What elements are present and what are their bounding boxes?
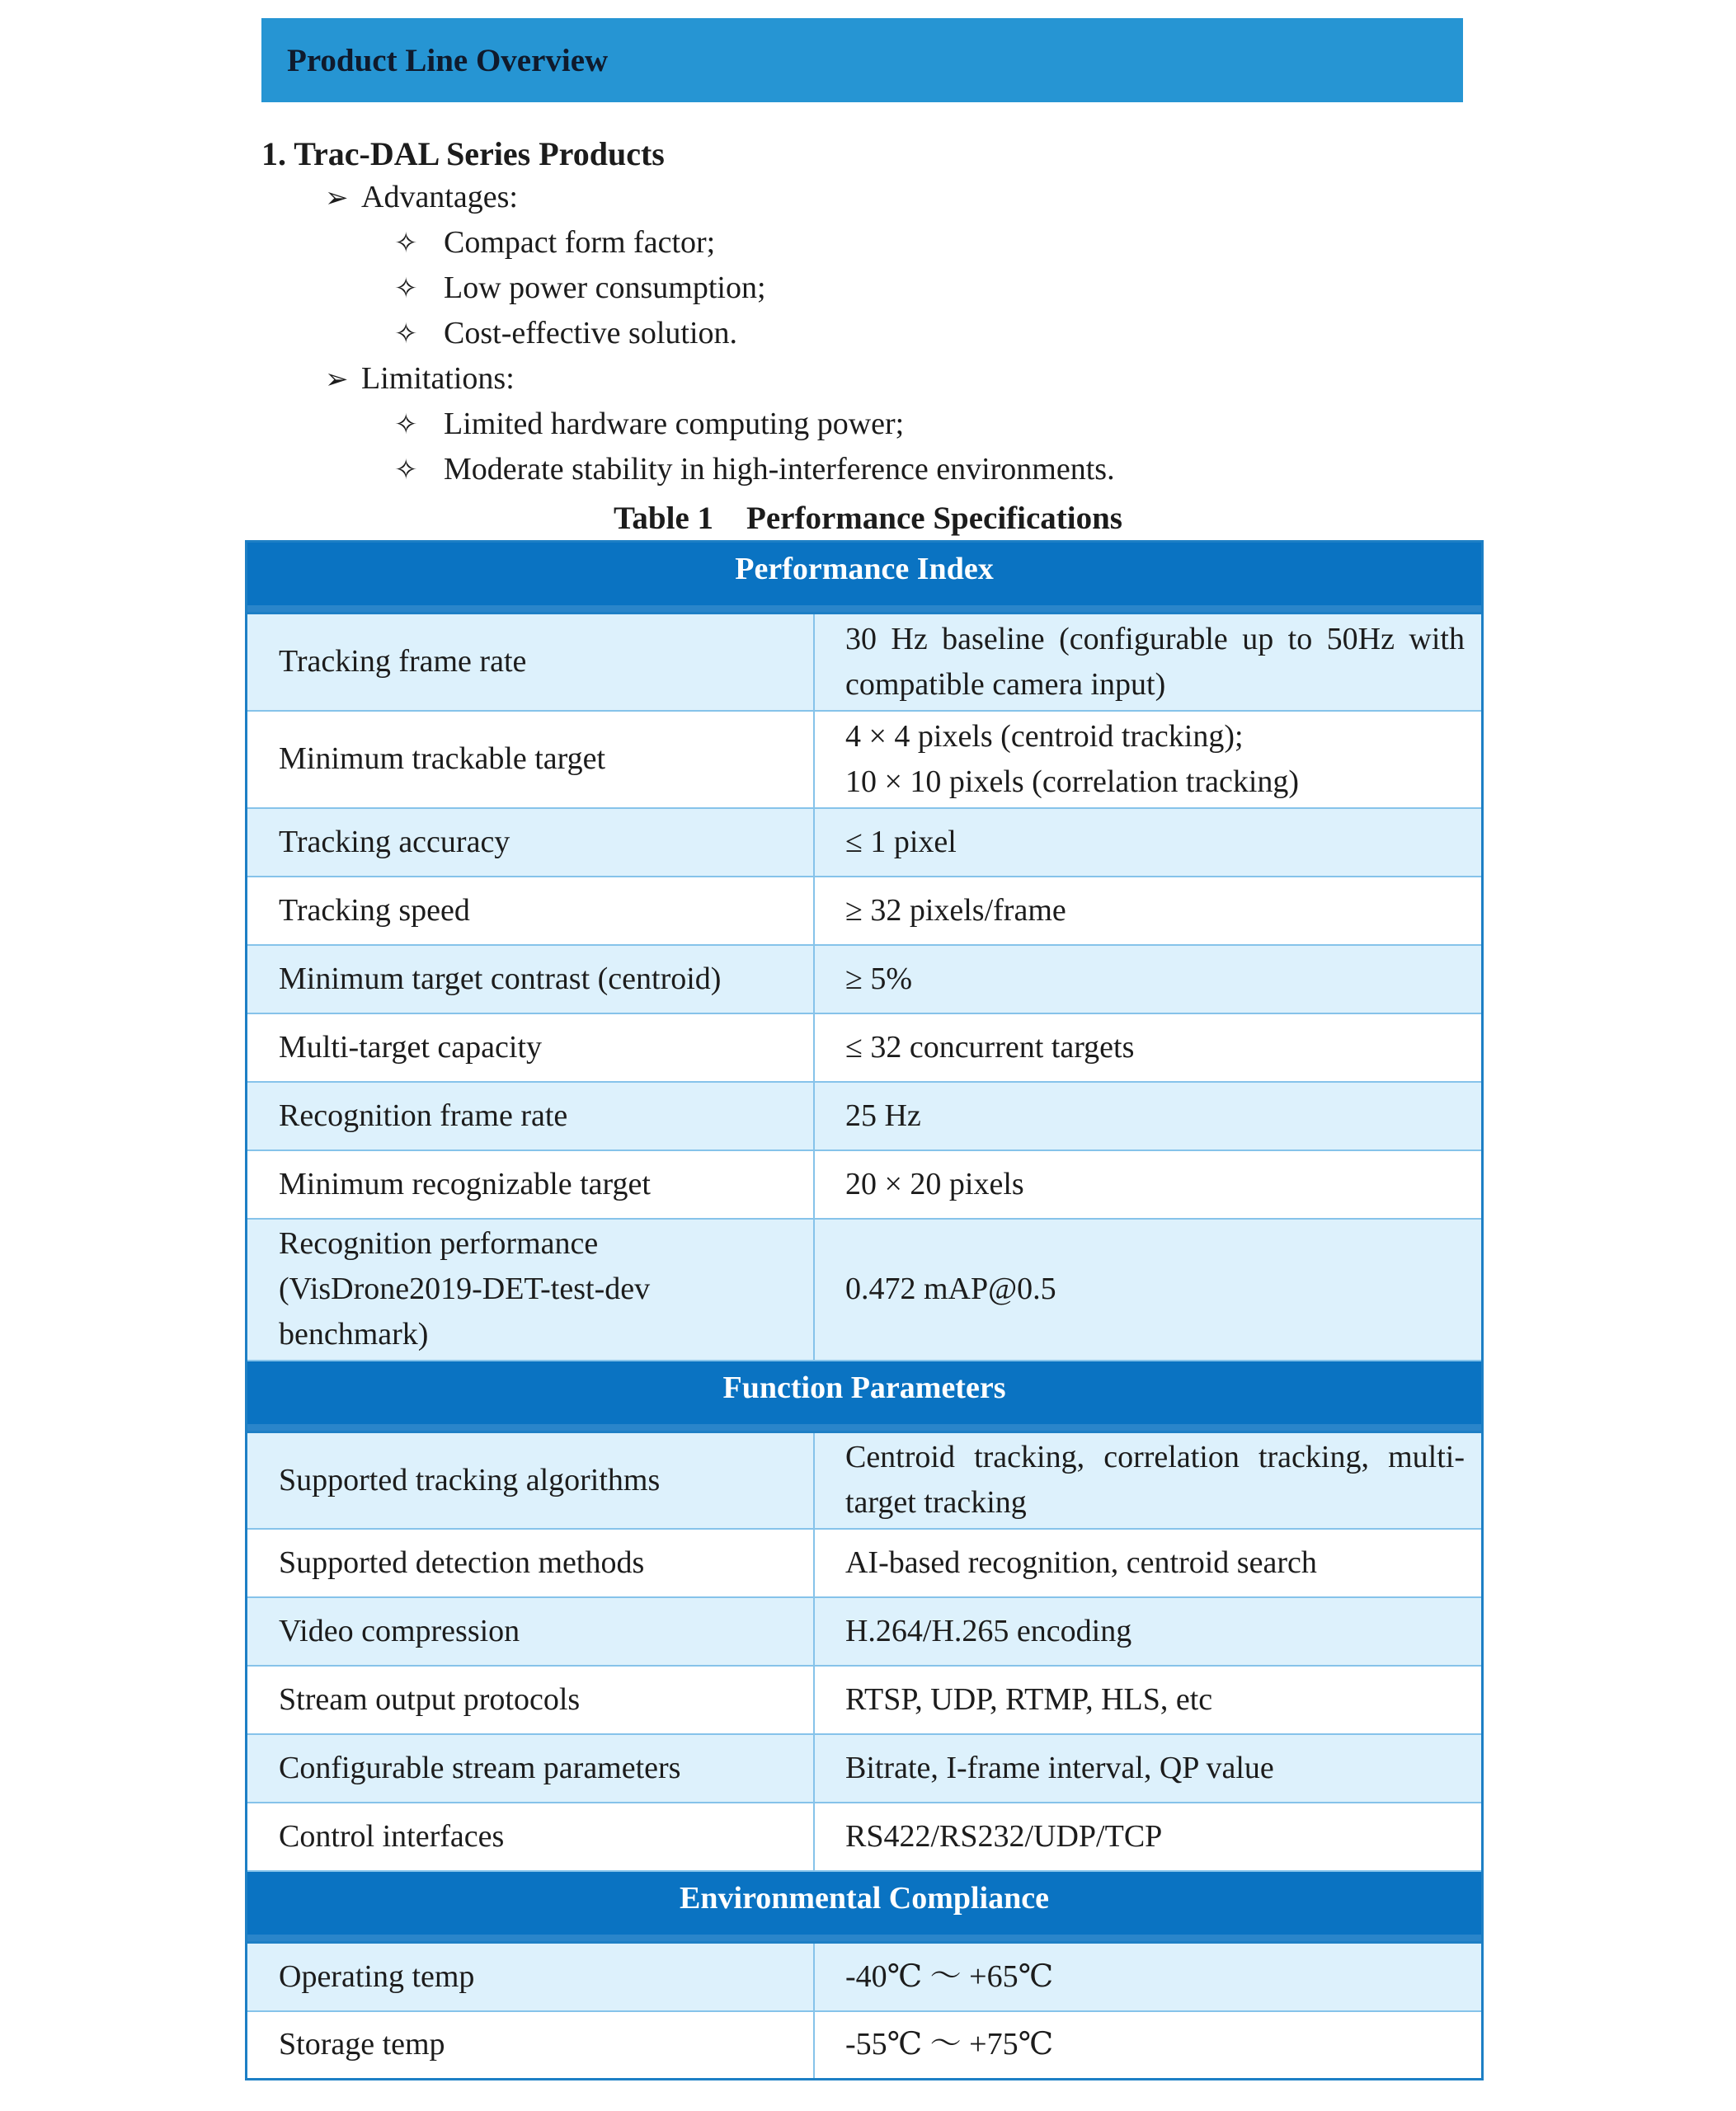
advantage-item — [394, 224, 715, 261]
table-caption-number: Table 1 — [614, 501, 714, 536]
star-bullet-icon: ✧ — [394, 272, 418, 305]
value-cell: Bitrate, I-frame interval, QP value — [814, 1734, 1483, 1803]
limitations-label: Limitations: — [361, 361, 515, 396]
table-caption-title: Performance Specifications — [746, 501, 1122, 536]
value-cell: 30 Hz baseline (configurable up to 50Hz with compatible camera input) — [814, 614, 1483, 711]
star-bullet-icon: ✧ — [394, 408, 418, 441]
star-bullet-icon: ✧ — [394, 317, 418, 350]
table-section-header — [247, 542, 1483, 614]
table-row — [247, 614, 1483, 711]
series-heading: 1. Trac-DAL Series Products — [261, 135, 665, 172]
arrow-bullet-icon: ➢ — [325, 181, 349, 214]
advantage-item — [394, 270, 766, 306]
table-row — [247, 945, 1483, 1013]
param-cell: Recognition frame rate — [247, 1082, 814, 1150]
value-cell: RS422/RS232/UDP/TCP — [814, 1803, 1483, 1871]
table-row — [247, 1666, 1483, 1734]
param-cell: Supported tracking algorithms — [247, 1432, 814, 1529]
value-cell: RTSP, UDP, RTMP, HLS, etc — [814, 1666, 1483, 1734]
value-cell — [814, 711, 1483, 808]
table-row — [247, 2011, 1483, 2080]
param-cell: Tracking accuracy — [247, 808, 814, 877]
table-row — [247, 711, 1483, 808]
advantage-text: Compact form factor; — [444, 225, 716, 260]
performance-title: Performance Index — [735, 552, 994, 586]
table-row — [247, 877, 1483, 945]
value-cell: ≤ 1 pixel — [814, 808, 1483, 877]
limitation-item — [394, 451, 1115, 487]
table-row — [247, 1734, 1483, 1803]
advantages-item — [325, 179, 518, 215]
advantages-label: Advantages: — [361, 180, 518, 214]
banner-title: Product Line Overview — [287, 42, 609, 78]
param-cell: Minimum recognizable target — [247, 1150, 814, 1219]
table-row — [247, 1529, 1483, 1597]
table-row — [247, 1082, 1483, 1150]
table-caption — [0, 500, 1736, 537]
limitations-item — [325, 360, 515, 397]
param-cell: Video compression — [247, 1597, 814, 1666]
param-cell: Supported detection methods — [247, 1529, 814, 1597]
limitation-text: Limited hardware computing power; — [444, 407, 905, 441]
value-cell: 25 Hz — [814, 1082, 1483, 1150]
limitation-text: Moderate stability in high-interference environments. — [444, 452, 1115, 487]
value-cell: AI-based recognition, centroid search — [814, 1529, 1483, 1597]
table-row — [247, 1219, 1483, 1361]
section-banner — [261, 18, 1463, 102]
param-line: (VisDrone2019-DET-test-dev — [279, 1272, 651, 1306]
arrow-bullet-icon: ➢ — [325, 363, 349, 396]
table-row — [247, 1597, 1483, 1666]
param-cell: Operating temp — [247, 1943, 814, 2011]
table-section-header — [247, 1361, 1483, 1432]
star-bullet-icon: ✧ — [394, 227, 418, 260]
advantage-text: Cost-effective solution. — [444, 316, 738, 350]
param-cell — [247, 1219, 814, 1361]
star-bullet-icon: ✧ — [394, 454, 418, 487]
table-row — [247, 1150, 1483, 1219]
param-line: benchmark) — [279, 1317, 429, 1352]
function-title: Function Parameters — [722, 1370, 1006, 1405]
value-cell: ≤ 32 concurrent targets — [814, 1013, 1483, 1082]
param-cell: Minimum trackable target — [247, 711, 814, 808]
limitation-item — [394, 406, 904, 442]
value-line: 10 × 10 pixels (correlation tracking) — [844, 764, 1300, 799]
param-cell: Configurable stream parameters — [247, 1734, 814, 1803]
advantage-item — [394, 315, 737, 351]
param-cell: Multi-target capacity — [247, 1013, 814, 1082]
value-cell: ≥ 32 pixels/frame — [814, 877, 1483, 945]
value-cell: ≥ 5% — [814, 945, 1483, 1013]
advantage-text: Low power consumption; — [444, 270, 766, 305]
table-section-header — [247, 1871, 1483, 1943]
environment-title: Environmental Compliance — [680, 1881, 1049, 1916]
param-cell: Storage temp — [247, 2011, 814, 2080]
value-cell: Centroid tracking, correlation tracking, multi-target tracking — [814, 1432, 1483, 1529]
table-row — [247, 1432, 1483, 1529]
param-cell: Stream output protocols — [247, 1666, 814, 1734]
value-cell: -40℃ ～ +65℃ — [814, 1943, 1483, 2011]
param-cell: Tracking speed — [247, 877, 814, 945]
param-cell: Control interfaces — [247, 1803, 814, 1871]
param-cell: Tracking frame rate — [247, 614, 814, 711]
table-row — [247, 1943, 1483, 2011]
param-cell: Minimum target contrast (centroid) — [247, 945, 814, 1013]
value-cell: 0.472 mAP@0.5 — [814, 1219, 1483, 1361]
value-cell: -55℃ ～ +75℃ — [814, 2011, 1483, 2080]
value-cell: H.264/H.265 encoding — [814, 1597, 1483, 1666]
value-line: 4 × 4 pixels (centroid tracking); — [844, 718, 1244, 754]
table-row — [247, 808, 1483, 877]
table-row — [247, 1013, 1483, 1082]
spec-table — [245, 540, 1484, 2080]
param-line: Recognition performance — [279, 1226, 599, 1261]
value-cell: 20 × 20 pixels — [814, 1150, 1483, 1219]
table-row — [247, 1803, 1483, 1871]
